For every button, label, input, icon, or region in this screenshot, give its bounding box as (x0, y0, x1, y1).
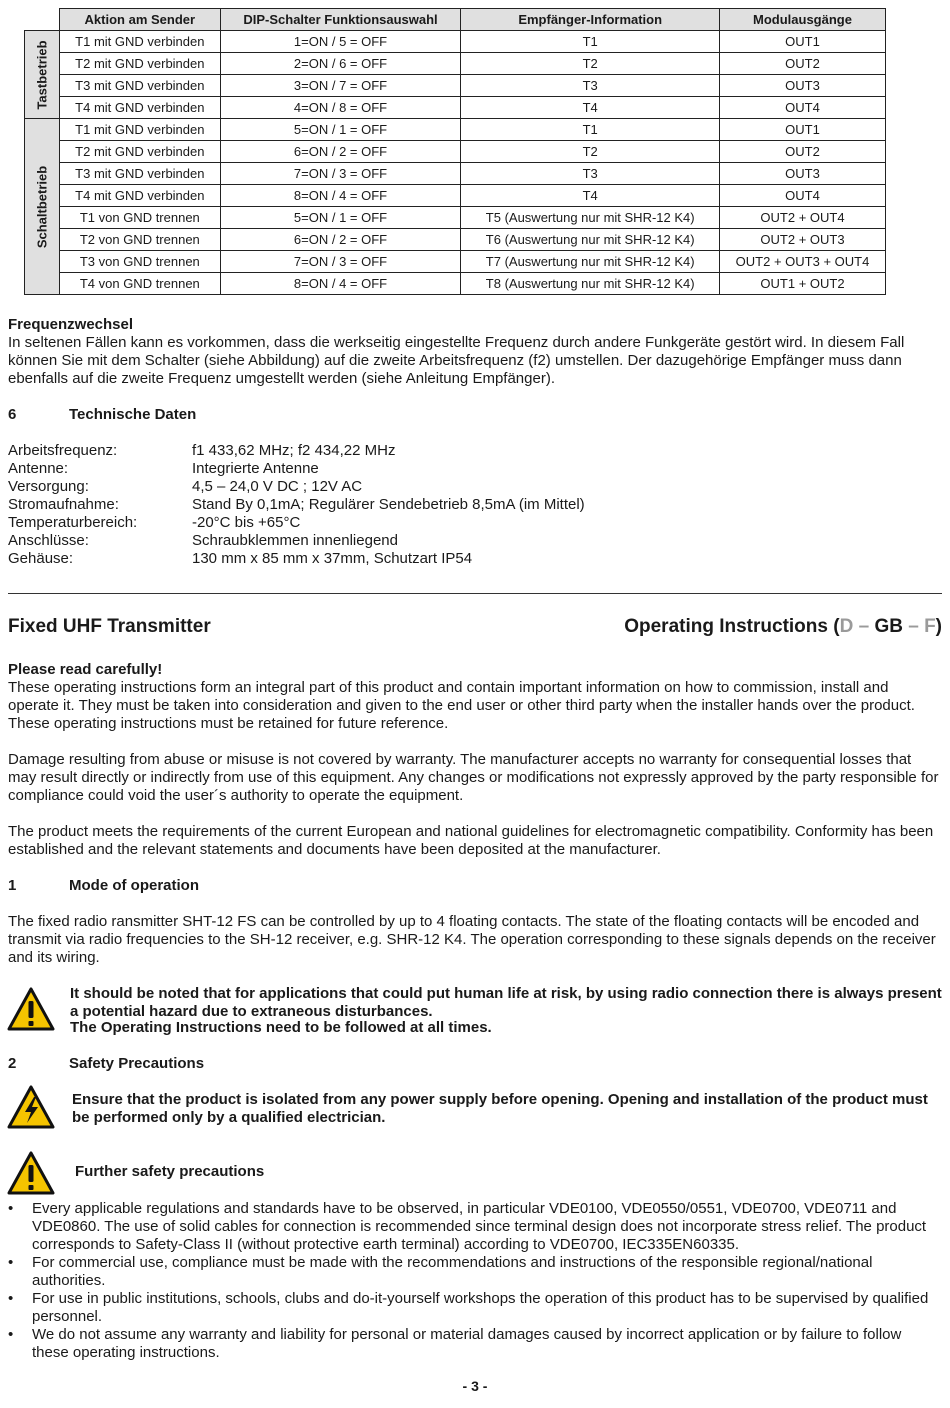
cell-empfaenger: T3 (461, 75, 720, 97)
list-item (8, 1200, 942, 1254)
operating-instructions-title (624, 616, 942, 638)
spec-value: -20°C bis +65°C (192, 514, 301, 531)
lang-f: F (924, 616, 936, 637)
cell-ausgang: OUT2 + OUT4 (720, 207, 886, 229)
caution-triangle-icon (6, 1150, 56, 1196)
cell-ausgang: OUT4 (720, 97, 886, 119)
spec-label: Stromaufnahme: (8, 496, 119, 513)
cell-aktion: T3 mit GND verbinden (60, 75, 221, 97)
list-item (8, 1290, 942, 1326)
spec-value: f1 433,62 MHz; f2 434,22 MHz (192, 442, 396, 459)
please-read-heading: Please read carefully! (8, 661, 163, 678)
product-title: Fixed UHF Transmitter (8, 616, 211, 637)
cell-empfaenger: T3 (461, 163, 720, 185)
cell-aktion: T1 mit GND verbinden (60, 31, 221, 53)
table-row (25, 229, 886, 251)
cell-ausgang: OUT2 (720, 53, 886, 75)
safety-bullet-list (8, 1200, 942, 1362)
cell-ausgang: OUT1 (720, 31, 886, 53)
cell-empfaenger: T5 (Auswertung nur mit SHR-12 K4) (461, 207, 720, 229)
spec-value: 130 mm x 85 mm x 37mm, Schutzart IP54 (192, 550, 473, 567)
table-row (25, 53, 886, 75)
cell-empfaenger: T2 (461, 141, 720, 163)
electrical-hazard-icon (6, 1084, 56, 1130)
cell-ausgang: OUT2 (720, 141, 886, 163)
cell-empfaenger: T2 (461, 53, 720, 75)
cell-dip: 4=ON / 8 = OFF (220, 97, 461, 119)
cell-empfaenger: T1 (461, 31, 720, 53)
bullet-marker: • (8, 1326, 14, 1343)
table-row (25, 163, 886, 185)
spec-value: Integrierte Antenne (192, 460, 319, 477)
table-row (25, 31, 886, 53)
spec-label: Gehäuse: (8, 550, 74, 567)
col-header-empfaenger: Empfänger-Information (461, 9, 720, 31)
cell-empfaenger: T8 (Auswertung nur mit SHR-12 K4) (461, 273, 720, 295)
cell-aktion: T2 mit GND verbinden (60, 53, 221, 75)
damage-paragraph: Damage resulting from abuse or misuse is not covered by warranty. The manufacturer accepts no warranty for consequential losses that may result directly or indirectly from use of this equipment. Any changes or modifications not expressly approved by the party responsible for compliance could void the user´s authority to operate the equipment. (8, 751, 939, 804)
further-safety-heading: Further safety precautions (75, 1163, 265, 1180)
lang-dash-1: – (853, 616, 875, 637)
cell-ausgang: OUT1 (720, 119, 886, 141)
cell-dip: 8=ON / 4 = OFF (220, 185, 461, 207)
cell-dip: 1=ON / 5 = OFF (220, 31, 461, 53)
warning-triangle-icon (6, 986, 56, 1032)
spec-label: Temperaturbereich: (8, 514, 138, 531)
safety-section-number: 2 (8, 1055, 17, 1072)
cell-ausgang: OUT1 + OUT2 (720, 273, 886, 295)
mode-group-label (25, 31, 60, 119)
cell-empfaenger: T4 (461, 185, 720, 207)
bullet-marker: • (8, 1290, 14, 1307)
dip-switch-table (24, 8, 886, 295)
cell-dip: 7=ON / 3 = OFF (220, 251, 461, 273)
cell-empfaenger: T1 (461, 119, 720, 141)
bullet-text: For use in public institutions, schools, clubs and do-it-yourself workshops the operation of this product has to be supervised by qualified personnel. (32, 1290, 929, 1325)
section-divider (8, 593, 942, 594)
cell-empfaenger: T7 (Auswertung nur mit SHR-12 K4) (461, 251, 720, 273)
cell-empfaenger: T4 (461, 97, 720, 119)
cell-dip: 5=ON / 1 = OFF (220, 119, 461, 141)
cell-aktion: T2 mit GND verbinden (60, 141, 221, 163)
cell-aktion: T2 von GND trennen (60, 229, 221, 251)
page-number: - 3 - (462, 1378, 488, 1394)
cell-aktion: T4 von GND trennen (60, 273, 221, 295)
table-row (25, 185, 886, 207)
bullet-text: We do not assume any warranty and liability for personal or material damages caused by incorrect application or by failure to follow these operating instructions. (32, 1326, 902, 1361)
mode-group-label (25, 119, 60, 295)
bullet-marker: • (8, 1200, 14, 1217)
cell-dip: 6=ON / 2 = OFF (220, 141, 461, 163)
table-corner (25, 9, 60, 31)
cell-ausgang: OUT3 (720, 163, 886, 185)
cell-aktion: T1 von GND trennen (60, 207, 221, 229)
lang-gb: GB (874, 616, 903, 637)
cell-empfaenger: T6 (Auswertung nur mit SHR-12 K4) (461, 229, 720, 251)
freq-text: In seltenen Fällen kann es vorkommen, dass die werkseitig eingestellte Frequenz durch andere Funkgeräte gestört wird. In diesem Fall können Sie mit dem Schalter (siehe Abbildung) auf die zweite Arbeitsfrequenz (f2) umstellen. Der dazugehörige Empfänger muss dann ebenfalls auf die zweite Frequenz umgestellt werden (siehe Anleitung Empfänger). (8, 334, 905, 387)
cell-ausgang: OUT2 + OUT3 (720, 229, 886, 251)
title-suffix: ) (935, 616, 942, 637)
cell-dip: 2=ON / 6 = OFF (220, 53, 461, 75)
spec-label: Arbeitsfrequenz: (8, 442, 118, 459)
conformity-paragraph: The product meets the requirements of the current European and national guidelines for electromagnetic compatibility. Conformity has been established and the relevant statements and documents have been deposited at the manufacturer. (8, 823, 934, 858)
spec-value: Schraubklemmen innenliegend (192, 532, 398, 549)
list-item (8, 1326, 942, 1362)
cell-aktion: T4 mit GND verbinden (60, 97, 221, 119)
spec-value: Stand By 0,1mA; Regulärer Sendebetrieb 8,5mA (im Mittel) (192, 496, 585, 513)
cell-dip: 6=ON / 2 = OFF (220, 229, 461, 251)
mode-group-label-text: Schaltbetrieb (34, 165, 50, 248)
cell-aktion: T3 mit GND verbinden (60, 163, 221, 185)
table-row (25, 251, 886, 273)
cell-dip: 7=ON / 3 = OFF (220, 163, 461, 185)
cell-aktion: T4 mit GND verbinden (60, 185, 221, 207)
table-row (25, 75, 886, 97)
list-item (8, 1254, 942, 1290)
lang-d: D (839, 616, 854, 637)
col-header-modulausgaenge: Modulausgänge (720, 9, 886, 31)
col-header-dip: DIP-Schalter Funktionsauswahl (220, 9, 461, 31)
tech-heading: Technische Daten (69, 406, 197, 423)
tech-section-number: 6 (8, 406, 17, 423)
warning-text: It should be noted that for applications that could put human life at risk, by using radio connection there is always present a potential hazard due to extraneous disturbances. (70, 985, 942, 1020)
table-row (25, 119, 886, 141)
spec-label: Versorgung: (8, 478, 89, 495)
cell-ausgang: OUT3 (720, 75, 886, 97)
spec-label: Anschlüsse: (8, 532, 89, 549)
mode-paragraph: The fixed radio ransmitter SHT-12 FS can be controlled by up to 4 floating contacts. The state of the floating contacts will be encoded and transmit via radio frequencies to the SH-12 receiver, e.g. SHR-12 K4. The operation corresponding to these signals depends on the receiver and its wiring. (8, 913, 936, 966)
instructions-followed-text: The Operating Instructions need to be followed at all times. (70, 1019, 492, 1036)
mode-section-number: 1 (8, 877, 17, 894)
cell-dip: 3=ON / 7 = OFF (220, 75, 461, 97)
table-row (25, 273, 886, 295)
freq-heading: Frequenzwechsel (8, 316, 134, 333)
bullet-marker: • (8, 1254, 14, 1271)
intro-paragraph: These operating instructions form an integral part of this product and contain important information on how to commission, install and operate it. They must be taken into consideration and given to the end user or other third party when the installer hands over the product. These operating instructions must be retained for future reference. (8, 679, 915, 732)
table-row (25, 207, 886, 229)
cell-aktion: T1 mit GND verbinden (60, 119, 221, 141)
title-prefix: Operating Instructions ( (624, 616, 840, 637)
safety-heading: Safety Precautions (69, 1055, 205, 1072)
cell-dip: 8=ON / 4 = OFF (220, 273, 461, 295)
mode-heading: Mode of operation (69, 877, 199, 894)
lang-dash-2: – (902, 616, 925, 637)
cell-ausgang: OUT4 (720, 185, 886, 207)
spec-value: 4,5 – 24,0 V DC ; 12V AC (192, 478, 363, 495)
table-row (25, 141, 886, 163)
mode-group-label-text: Tastbetrieb (34, 39, 50, 110)
isolate-warning-text: Ensure that the product is isolated from any power supply before opening. Opening and installation of the product must be performed only by a qualified electrician. (72, 1091, 928, 1126)
col-header-aktion: Aktion am Sender (60, 9, 221, 31)
bullet-text: Every applicable regulations and standards have to be observed, in particular VDE0100, VDE0550/0551, VDE0700, VDE0711 and VDE0860. The use of solid cables for connection is recommended since terminal design does not incorporate stress relief. The product corresponds to Safety-Class II (without protective earth terminal) according to VDE0700, IEC335EN60335. (32, 1200, 927, 1253)
bullet-text: For commercial use, compliance must be made with the recommendations and instructions of the responsible regional/national authorities. (32, 1254, 873, 1289)
cell-ausgang: OUT2 + OUT3 + OUT4 (720, 251, 886, 273)
cell-dip: 5=ON / 1 = OFF (220, 207, 461, 229)
table-row (25, 97, 886, 119)
spec-label: Antenne: (8, 460, 69, 477)
cell-aktion: T3 von GND trennen (60, 251, 221, 273)
